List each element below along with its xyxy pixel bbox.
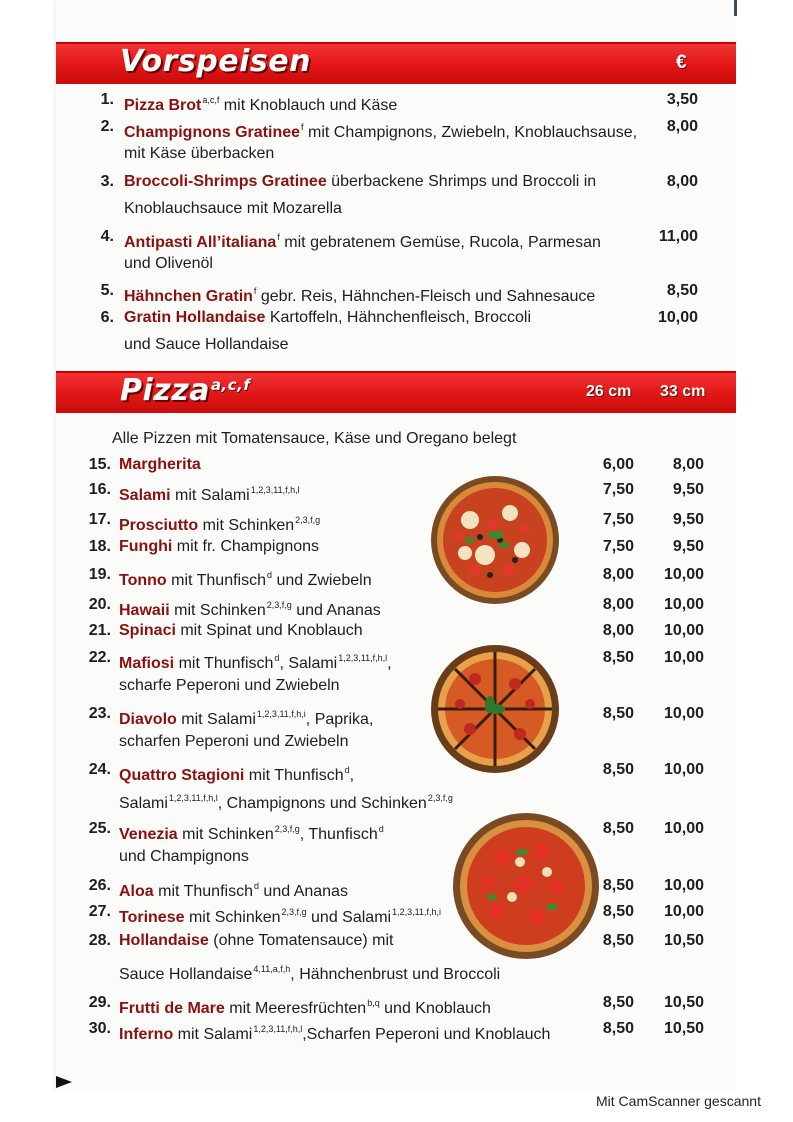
pizza-description: mit Spinat und Knoblauch xyxy=(175,622,363,639)
pizza-number: 27. xyxy=(88,903,111,920)
price-26cm: 8,50 xyxy=(602,820,634,837)
price-33cm: 10,00 xyxy=(663,877,704,894)
price-33cm: 9,50 xyxy=(672,511,704,528)
vorspeise-item xyxy=(0,227,793,277)
pizza-description: und Ananas xyxy=(291,602,381,619)
price-33cm: 10,00 xyxy=(663,649,704,666)
allergen-codes: 1,2,3,11,f,h,i xyxy=(392,907,441,917)
pizza-text xyxy=(119,902,441,928)
item-name: Champignons Gratinee xyxy=(124,124,301,141)
item-description-line2: und Olivenöl xyxy=(124,255,213,272)
size-large-label: 33 cm xyxy=(660,383,706,400)
pizza-text xyxy=(119,648,392,674)
item-text xyxy=(124,227,601,253)
pizza-description: mit Thunfisch xyxy=(153,883,253,900)
pizza-text xyxy=(119,455,201,475)
item-description: mit Knoblauch und Käse xyxy=(219,97,398,114)
allergen-codes: f xyxy=(301,122,304,132)
allergen-codes: b,q xyxy=(367,998,380,1008)
item-description-line2: mit Käse überbacken xyxy=(124,145,275,162)
pizza-description: (ohne Tomatensauce) mit xyxy=(208,932,394,949)
price-33cm: 10,00 xyxy=(663,622,704,639)
allergen-codes: d xyxy=(266,570,272,580)
item-description: Kartoffeln, Hähnchenfleisch, Broccoli xyxy=(265,309,531,326)
pizza-number: 26. xyxy=(88,877,111,894)
pizza-item xyxy=(0,648,793,698)
item-price: 10,00 xyxy=(657,309,698,326)
pizza-title: Pizza$^{a,c,f}$ xyxy=(120,373,251,408)
item-price: 11,00 xyxy=(658,228,698,245)
allergen-codes: 2,3,f,g xyxy=(266,600,292,610)
pizza-description: mit Thunfisch xyxy=(244,767,344,784)
pizza-description: ,Scharfen Peperoni und Knoblauch xyxy=(302,1026,551,1043)
item-description: mit Champignons, Zwiebeln, Knoblauchsause, xyxy=(303,124,638,141)
pizza-number: 24. xyxy=(88,761,111,778)
pizza-name: Funghi xyxy=(119,538,173,555)
pizza-description-line2 xyxy=(119,732,348,752)
price-26cm: 8,50 xyxy=(602,994,634,1011)
pizza-name: Torinese xyxy=(119,909,185,926)
price-33cm: 8,00 xyxy=(672,456,704,473)
pizza-name: Diavolo xyxy=(119,711,177,728)
item-description-line2: und Sauce Hollandaise xyxy=(124,336,289,353)
item-price: 8,50 xyxy=(666,282,698,299)
currency-label: € xyxy=(676,52,687,73)
allergen-codes: 1,2,3,11,f,h,l xyxy=(250,485,300,495)
pizza-number: 30. xyxy=(88,1020,111,1037)
price-33cm: 10,00 xyxy=(663,903,704,920)
pizza-description: mit Meeresfrüchten xyxy=(224,1000,367,1017)
pizza-text xyxy=(119,537,319,557)
pizza-description-line2 xyxy=(119,676,340,696)
pizza-number: 22. xyxy=(88,649,111,666)
pizza-text xyxy=(119,931,394,951)
pizza-text xyxy=(119,993,491,1019)
pizza-description: mit Salami xyxy=(170,487,250,504)
pizza-number: 19. xyxy=(88,566,111,583)
price-33cm: 10,50 xyxy=(663,1020,704,1037)
price-33cm: 10,00 xyxy=(663,596,704,613)
pizza-name: Spinaci xyxy=(119,622,176,639)
pizza-number: 25. xyxy=(88,820,111,837)
item-text xyxy=(124,90,397,116)
item-number: 3. xyxy=(100,173,114,190)
allergen-codes: d xyxy=(274,653,280,663)
pizza-name: Frutti de Mare xyxy=(119,1000,225,1017)
pizza-name: Mafiosi xyxy=(119,655,175,672)
item-name: Antipasti All’italiana xyxy=(124,234,277,251)
item-price: 8,00 xyxy=(666,118,698,135)
pizza-number: 28. xyxy=(88,932,111,949)
pizza-text xyxy=(119,760,354,786)
pizza-number: 20. xyxy=(88,596,111,613)
pizza-text xyxy=(119,621,363,641)
price-26cm: 8,00 xyxy=(602,566,634,583)
allergen-codes: d xyxy=(253,881,259,891)
pizza-description: mit Schinken xyxy=(198,517,295,534)
price-26cm: 8,00 xyxy=(602,622,634,639)
allergen-codes: 2,3,f,g xyxy=(427,793,453,803)
pizza-description: mit Schinken xyxy=(184,909,281,926)
allergen-codes: 2,3,f,g xyxy=(274,824,300,834)
pizza-number: 21. xyxy=(88,622,111,639)
vorspeise-item xyxy=(0,172,793,222)
price-26cm: 7,50 xyxy=(602,481,634,498)
pizza-description: , Hähnchenbrust und Broccoli xyxy=(290,966,501,983)
pizza-description: mit Salami xyxy=(173,1026,253,1043)
pizza-description: , Thunfisch xyxy=(299,826,378,843)
allergen-codes: d xyxy=(378,824,384,834)
item-text xyxy=(124,308,531,328)
price-26cm: 8,50 xyxy=(602,1020,634,1037)
item-number: 4. xyxy=(100,228,114,245)
price-26cm: 8,50 xyxy=(602,932,634,949)
item-description-line2: Knoblauchsauce mit Mozarella xyxy=(124,200,342,217)
allergen-codes: 1,2,3,11,f,h,l xyxy=(338,653,388,663)
price-33cm: 10,00 xyxy=(663,761,704,778)
allergen-codes: f xyxy=(253,286,257,296)
pizza-name: Tonno xyxy=(119,572,167,589)
vorspeisen-title: Vorspeisen xyxy=(120,44,311,79)
pizza-item xyxy=(0,760,793,810)
item-number: 6. xyxy=(100,309,114,326)
item-description: überbackene Shrimps und Broccoli in xyxy=(326,173,597,190)
size-small-label: 26 cm xyxy=(586,383,632,400)
allergen-codes: 1,2,3,11,f,h,i xyxy=(256,709,306,719)
pizza-description: scharfe Peperoni und Zwiebeln xyxy=(119,677,340,694)
allergen-codes: a,c,f xyxy=(202,95,220,105)
price-26cm: 8,50 xyxy=(602,761,634,778)
pizza-text xyxy=(119,510,320,536)
item-name: Broccoli-Shrimps Gratinee xyxy=(124,173,327,190)
pizza-description: mit fr. Champignons xyxy=(172,538,320,555)
allergen-codes: 2,3,f,g xyxy=(295,515,321,525)
pizza-text xyxy=(119,1019,550,1045)
price-26cm: 8,50 xyxy=(602,705,634,722)
pizza-description-line2 xyxy=(119,959,500,985)
pizza-name: Prosciutto xyxy=(119,517,199,534)
pizza-text xyxy=(119,704,373,730)
pizza-number: 23. xyxy=(88,705,111,722)
allergen-codes: f xyxy=(277,232,280,242)
item-price: 3,50 xyxy=(666,91,698,108)
pizza-description: mit Thunfisch xyxy=(174,655,274,672)
pizza-item xyxy=(0,1019,793,1069)
item-description: mit gebratenem Gemüse, Rucola, Parmesan xyxy=(279,234,601,251)
vorspeise-item xyxy=(0,117,793,167)
pizza-name: Margherita xyxy=(119,456,201,473)
pizza-number: 15. xyxy=(88,456,111,473)
pizza-name: Quattro Stagioni xyxy=(119,767,245,784)
allergen-codes: 2,3,f,g xyxy=(281,907,307,917)
pizza-name: Hawaii xyxy=(119,602,170,619)
pizza-description: , Champignons und Schinken xyxy=(217,795,427,812)
allergen-codes: d xyxy=(344,765,350,775)
price-26cm: 8,50 xyxy=(602,649,634,666)
pizza-name: Venezia xyxy=(119,826,178,843)
item-price: 8,00 xyxy=(666,173,698,190)
price-33cm: 10,00 xyxy=(663,705,704,722)
pizza-item xyxy=(0,931,793,981)
price-33cm: 9,50 xyxy=(672,481,704,498)
pizza-text xyxy=(119,595,381,621)
pizza-description: und Knoblauch xyxy=(379,1000,491,1017)
item-name: Pizza Brot xyxy=(124,97,202,114)
pizza-description: , Paprika, xyxy=(305,711,374,728)
item-name: Gratin Hollandaise xyxy=(124,309,266,326)
item-number: 1. xyxy=(100,91,114,108)
pizza-text xyxy=(119,480,300,506)
pizza-description: , Salami xyxy=(279,655,338,672)
page-edge-mark xyxy=(734,0,737,16)
item-text xyxy=(124,117,637,143)
pizza-description: scharfen Peperoni und Zwiebeln xyxy=(119,733,349,750)
pizza-number: 29. xyxy=(88,994,111,1011)
allergen-codes: 1,2,3,11,f,h,l xyxy=(168,793,218,803)
pizza-name: Salami xyxy=(119,487,171,504)
price-26cm: 8,50 xyxy=(602,877,634,894)
pizza-item xyxy=(0,704,793,754)
pizza-name: Inferno xyxy=(119,1026,174,1043)
pizza-text xyxy=(119,876,348,902)
pizza-description: und Salami xyxy=(306,909,392,926)
pizza-name: Aloa xyxy=(119,883,154,900)
item-number: 2. xyxy=(100,118,114,135)
allergen-codes: 1,2,3,11,f,h,l xyxy=(253,1024,303,1034)
pizza-description: Salami xyxy=(119,795,168,812)
price-33cm: 10,00 xyxy=(663,820,704,837)
item-name: Hähnchen Gratin xyxy=(124,288,253,305)
item-text xyxy=(124,172,596,192)
price-33cm: 10,00 xyxy=(663,566,704,583)
pizza-description-line2 xyxy=(119,788,453,814)
pizza-number: 16. xyxy=(88,481,111,498)
price-33cm: 10,50 xyxy=(663,932,704,949)
vorspeise-item xyxy=(0,308,793,358)
scanner-footer: Mit CamScanner gescannt xyxy=(596,1093,761,1109)
allergen-codes: 4,11,a,f,h xyxy=(253,964,291,974)
pizza-intro: Alle Pizzen mit Tomatensauce, Käse und Oregano belegt xyxy=(112,430,517,447)
pizza-description-line2 xyxy=(119,847,249,867)
corner-mark xyxy=(56,1076,72,1088)
item-text xyxy=(124,281,595,307)
pizza-description: mit Salami xyxy=(176,711,256,728)
price-26cm: 7,50 xyxy=(602,511,634,528)
pizza-name: Hollandaise xyxy=(119,932,209,949)
price-33cm: 10,50 xyxy=(663,994,704,1011)
pizza-description: mit Schinken xyxy=(177,826,274,843)
pizza-description: , xyxy=(387,655,392,672)
pizza-description: und Ananas xyxy=(258,883,348,900)
pizza-text xyxy=(119,565,372,591)
vorspeisen-header-band xyxy=(56,42,736,84)
price-26cm: 8,00 xyxy=(602,596,634,613)
price-26cm: 6,00 xyxy=(602,456,634,473)
pizza-number: 18. xyxy=(88,538,111,555)
item-description: gebr. Reis, Hähnchen-Fleisch und Sahnesauce xyxy=(256,288,596,305)
pizza-description: , xyxy=(349,767,355,784)
item-number: 5. xyxy=(100,282,114,299)
pizza-item xyxy=(0,819,793,869)
pizza-description: mit Thunfisch xyxy=(166,572,266,589)
price-33cm: 9,50 xyxy=(672,538,704,555)
pizza-description: und Zwiebeln xyxy=(272,572,372,589)
pizza-description: und Champignons xyxy=(119,848,249,865)
pizza-number: 17. xyxy=(88,511,111,528)
price-26cm: 8,50 xyxy=(602,903,634,920)
price-26cm: 7,50 xyxy=(602,538,634,555)
pizza-text xyxy=(119,819,384,845)
pizza-header-band xyxy=(56,371,736,413)
pizza-description: mit Schinken xyxy=(169,602,266,619)
pizza-description: Sauce Hollandaise xyxy=(119,966,253,983)
